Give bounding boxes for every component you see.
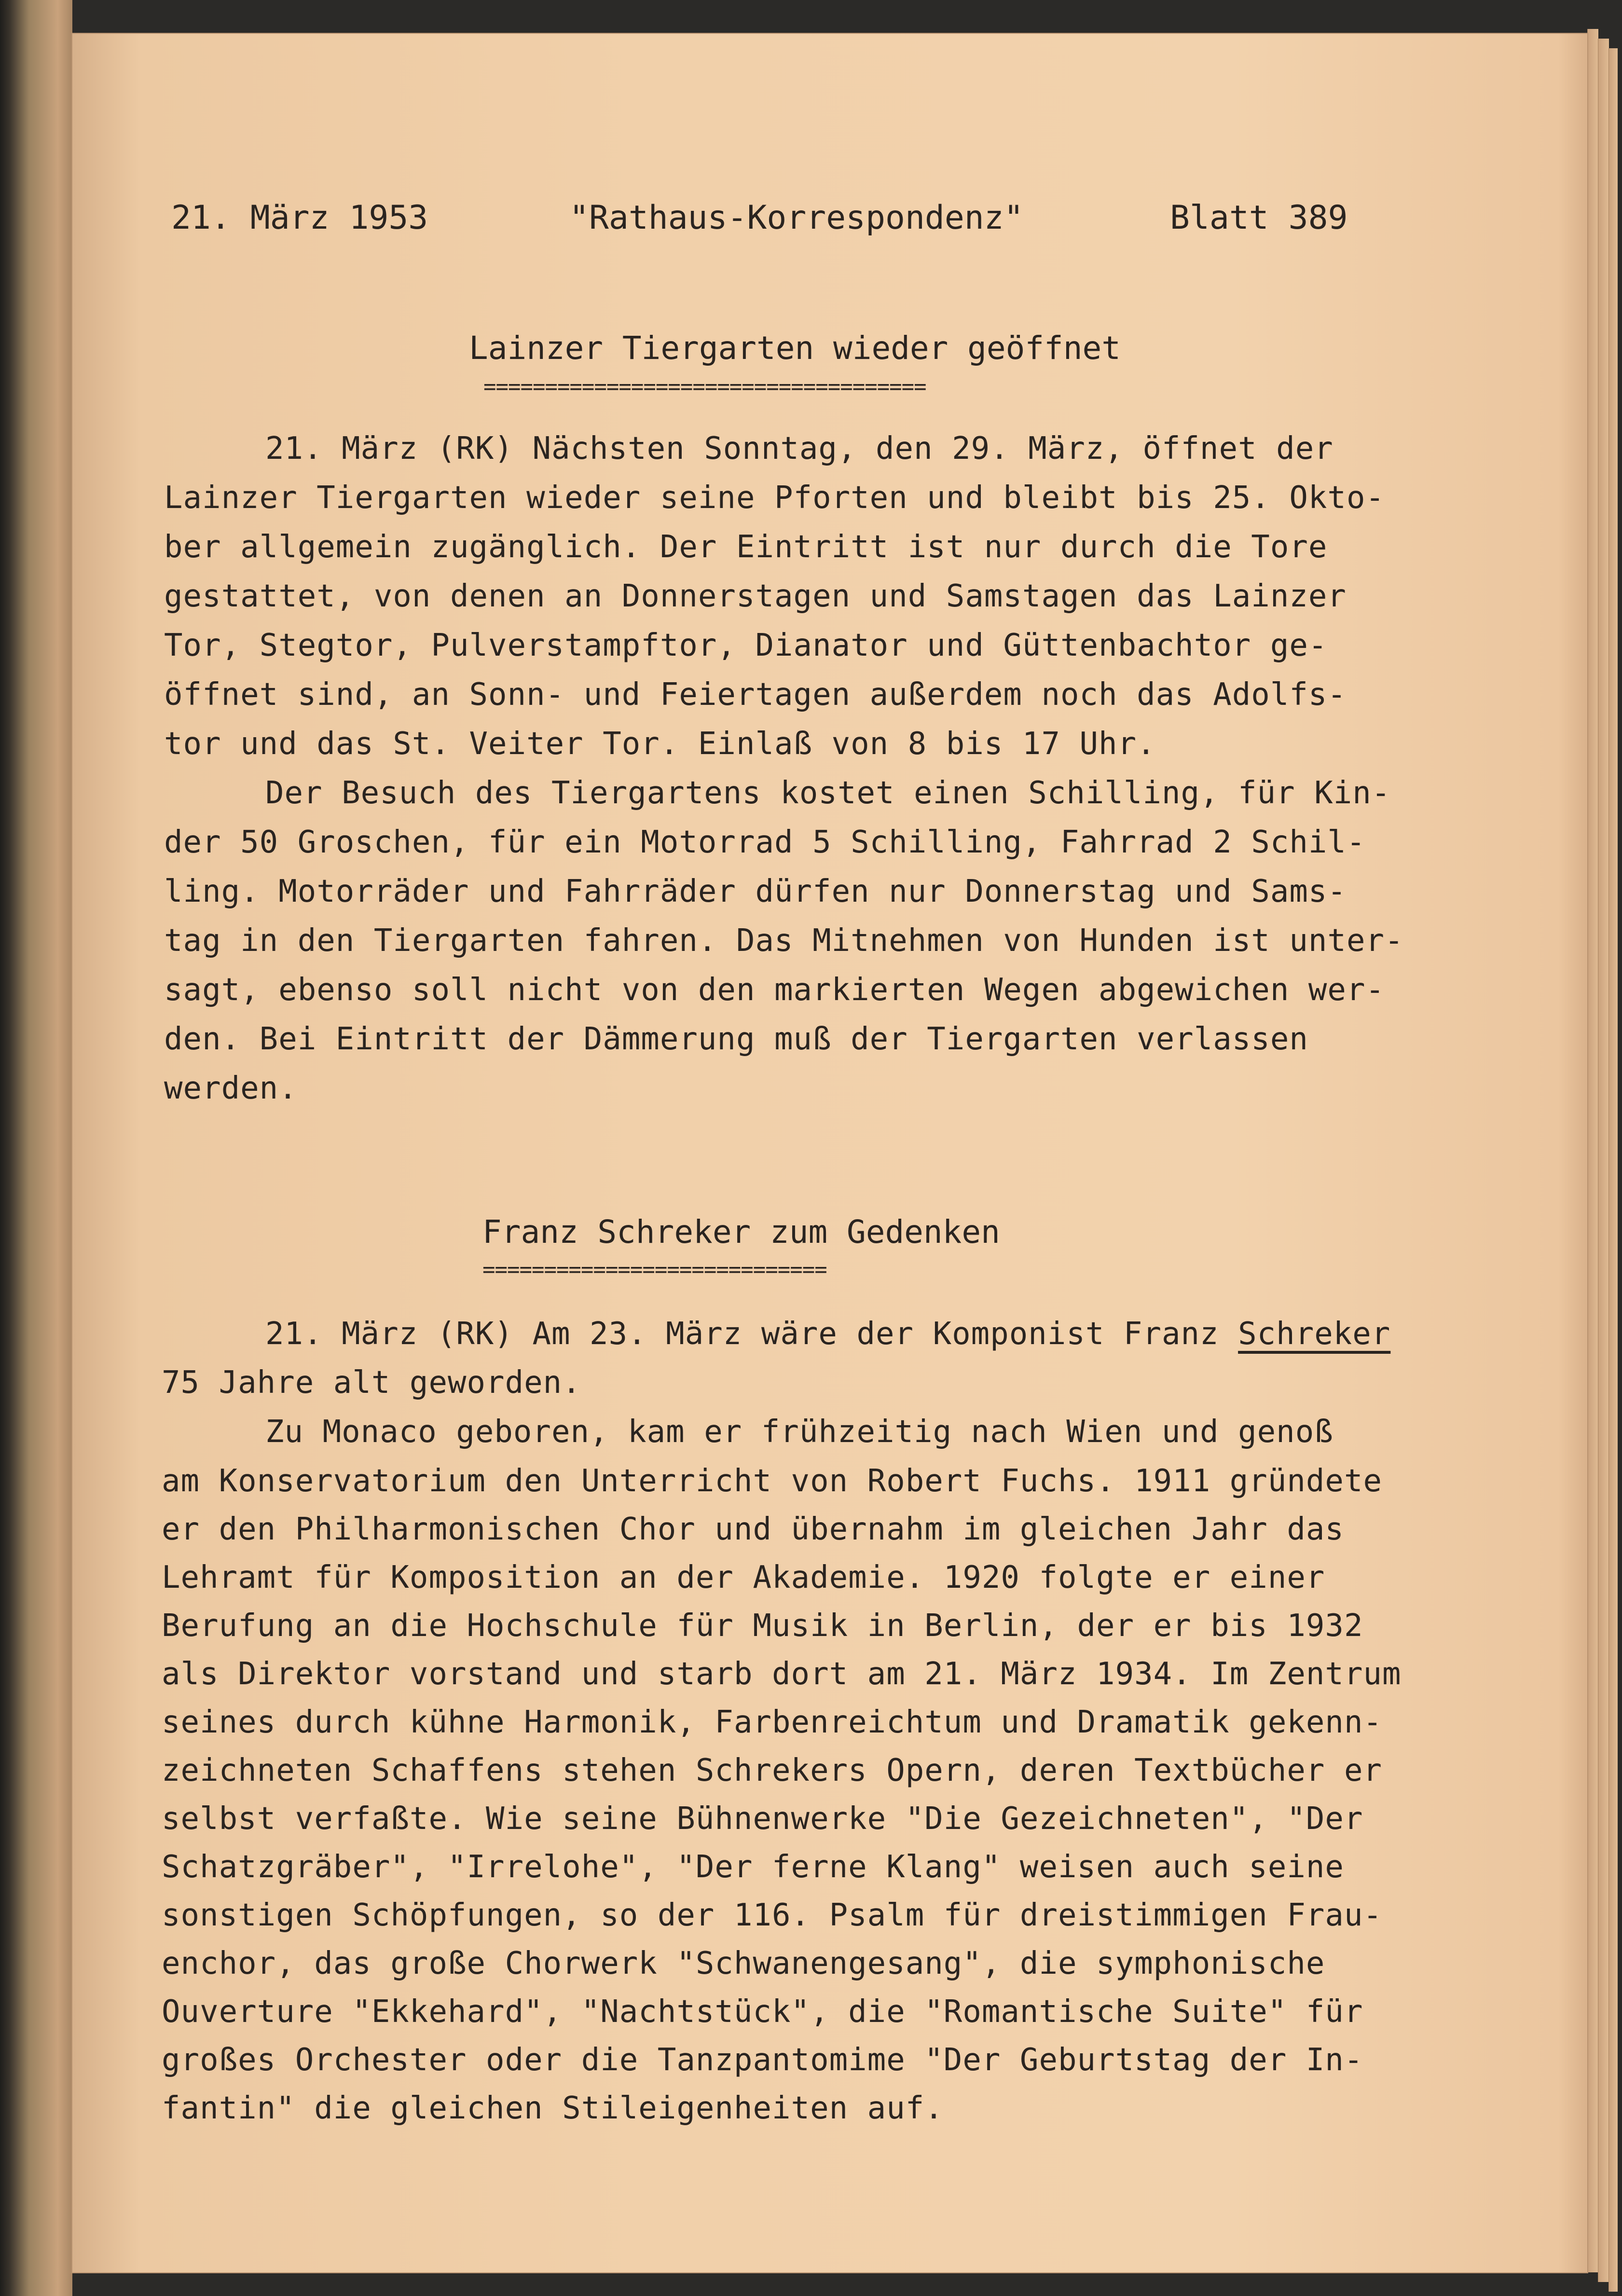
article1-line: Tor, Stegtor, Pulverstampftor, Dianator und Güttenbachtor ge- xyxy=(164,628,1328,663)
header-date: 21. März 1953 xyxy=(171,199,428,237)
article1-line: tor und das St. Veiter Tor. Einlaß von 8 bis 17 Uhr. xyxy=(164,726,1156,762)
article2-line: selbst verfaßte. Wie seine Bühnenwerke "Die Gezeichneten", "Der xyxy=(162,1801,1363,1837)
article1-line: tag in den Tiergarten fahren. Das Mitnehmen von Hunden ist unter- xyxy=(164,923,1404,959)
article2-line: fantin" die gleichen Stileigenheiten auf. xyxy=(162,2090,944,2126)
article2-line: sonstigen Schöpfungen, so der 116. Psalm für dreistimmigen Frau- xyxy=(162,1897,1382,1933)
article2-line: Ouverture "Ekkehard", "Nachtstück", die "Romantische Suite" für xyxy=(162,1994,1363,2030)
article2-line: seines durch kühne Harmonik, Farbenreichtum und Dramatik gekenn- xyxy=(162,1705,1382,1740)
article2-line: 75 Jahre alt geworden. xyxy=(162,1365,581,1401)
article2-line: zeichneten Schaffens stehen Schrekers Opern, deren Textbücher er xyxy=(162,1753,1382,1788)
article1-line: Der Besuch des Tiergartens kostet einen Schilling, für Kin- xyxy=(265,775,1391,811)
article1-line: Lainzer Tiergarten wieder seine Pforten und bleibt bis 25. Okto- xyxy=(164,480,1385,516)
article2-line: Schatzgräber", "Irrelohe", "Der ferne Klang" weisen auch seine xyxy=(162,1849,1344,1885)
article1-line: ber allgemein zugänglich. Der Eintritt ist nur durch die Tore xyxy=(164,529,1328,565)
page-stack-edge xyxy=(1598,39,1609,2282)
page-stack-edge xyxy=(1587,29,1598,2272)
article2-line: Zu Monaco geboren, kam er frühzeitig nach Wien und genoß xyxy=(265,1414,1333,1450)
page-stack-edge xyxy=(1608,48,1618,2292)
article1-line: den. Bei Eintritt der Dämmerung muß der Tiergarten verlassen xyxy=(164,1021,1308,1057)
document-page xyxy=(72,34,1587,2272)
article1-line: sagt, ebenso soll nicht von den markierten Wegen abgewichen wer- xyxy=(164,972,1385,1008)
article2-line: am Konservatorium den Unterricht von Robert Fuchs. 1911 gründete xyxy=(162,1463,1382,1499)
article2-first-line-prefix: 21. März (RK) Am 23. März wäre der Komponist Franz xyxy=(265,1316,1238,1352)
article1-line: gestattet, von denen an Donnerstagen und Samstagen das Lainzer xyxy=(164,578,1347,614)
article2-title-rule: ============================ xyxy=(482,1257,827,1282)
article2-line-first xyxy=(265,1315,1390,1353)
article2-line: enchor, das große Chorwerk "Schwanengesang", die symphonische xyxy=(162,1946,1325,1981)
article1-line: ling. Motorräder und Fahrräder dürfen nur Donnerstag und Sams- xyxy=(164,874,1347,909)
article1-title: Lainzer Tiergarten wieder geöffnet xyxy=(469,330,1121,367)
header-publication: "Rathaus-Korrespondenz" xyxy=(569,199,1024,237)
article1-line: werden. xyxy=(164,1071,298,1106)
header-sheet-number: Blatt 389 xyxy=(1170,199,1348,237)
article2-line: Lehramt für Komposition an der Akademie. 1920 folgte er einer xyxy=(162,1560,1325,1595)
article2-line: als Direktor vorstand und starb dort am 21. März 1934. Im Zentrum xyxy=(162,1656,1402,1692)
article2-line: Berufung an die Hochschule für Musik in Berlin, der er bis 1932 xyxy=(162,1608,1363,1644)
article1-line: öffnet sind, an Sonn- und Feiertagen außerdem noch das Adolfs- xyxy=(164,677,1347,713)
article1-line: der 50 Groschen, für ein Motorrad 5 Schilling, Fahrrad 2 Schil- xyxy=(164,825,1366,860)
article2-line: großes Orchester oder die Tanzpantomime "Der Geburtstag der In- xyxy=(162,2042,1363,2078)
article2-line: er den Philharmonischen Chor und übernahm im gleichen Jahr das xyxy=(162,1512,1344,1547)
article2-title: Franz Schreker zum Gedenken xyxy=(482,1213,1000,1251)
left-page-edge xyxy=(0,0,72,2296)
article1-line: 21. März (RK) Nächsten Sonntag, den 29. März, öffnet der xyxy=(265,431,1333,467)
article1-title-rule: ==================================== xyxy=(483,374,926,399)
underlined-name: Schreker xyxy=(1238,1316,1391,1352)
